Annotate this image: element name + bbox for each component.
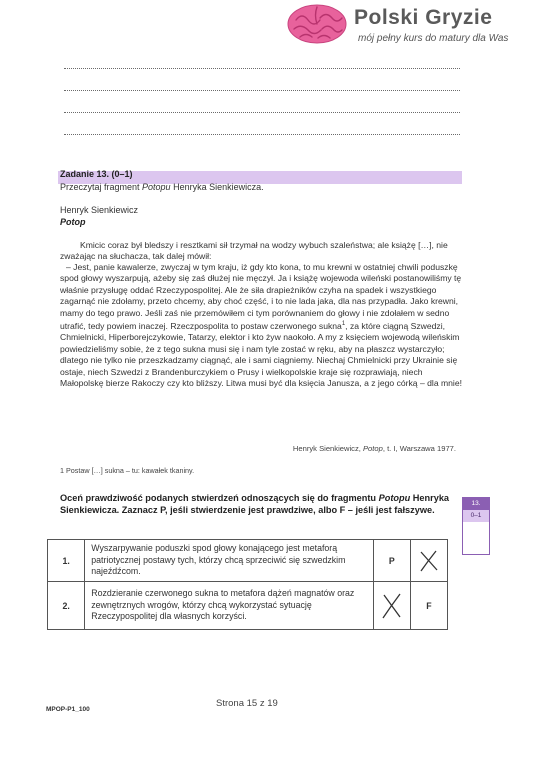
answer-line	[64, 134, 460, 135]
exam-code: MPOP-P1_100	[46, 706, 90, 713]
answer-line	[64, 112, 460, 113]
answer-line	[64, 68, 460, 69]
passage-paragraph: Kmicic coraz był bledszy i resztkami sił trzymał na wodzy wybuch szaleństwa; ale książę […], nie zważając na słuchacza, tak dalej mówił:	[60, 240, 448, 262]
task-title: Zadanie 13. (0–1)	[60, 169, 133, 179]
brand-title: Polski Gryzie	[354, 6, 493, 29]
cross-mark-icon	[419, 550, 439, 572]
question-prompt: Oceń prawdziwość podanych stwierdzeń odnoszących się do fragmentu Potopu Henryka Sienkiewicza. Zaznacz P, jeśli stwierdzenie jest prawdziwe, albo F – jeśli jest fałszywe.	[60, 493, 450, 515]
brain-icon	[286, 2, 348, 46]
statement-number: 2.	[48, 582, 85, 630]
true-false-table	[47, 539, 448, 630]
passage-paragraph: – Jest, panie kawalerze, zwyczaj w tym kraju, iż gdy kto kona, to mu krewni w ostatniej chwili poduszkę spod głowy wyszarpują, ażeby się zaś dłużej nie męczył. Ja i książę wojewoda wileński postanowiliśmy tę właśnie przysługę oddać Rzeczypospolitej. Ale że siła drapieżników czyha na spadek i wszystkiego zagarnąć nie zdołamy, przeto chcemy, aby choć część, i to nie lada jaka, dla nas przypadła. Jako krewni, mamy do tego prawo. Jeśli zaś nie przemówiłem ci tym porównaniem do głowy i nie zdołałem w sedno utrafić, tedy powiem inaczej. Rzeczpospolita to postaw czerwonego sukna$^1$, za które ciągną Szwedzi, Chmielnicki, Hiperborejczykowie, Tatarzy, elektor i kto żyw naokoło. A my z księciem wojewodą wileńskim powiedzieliśmy sobie, że z tego sukna musi się i nam tyle zostać w ręku, aby na płaszcz wystarczyło; dlatego nie tylko nie przeszkadzamy ciągnąć, ale i sami ciągniemy. Niechaj Chmielnicki przy Ukrainie się ostaje, niech Szwedzi z Brandenburczykiem o Prusy i wielkopolskie kraje się rozprawiają, niech Małopolskę bierze Rakoczy czy kto bliższy. Litwa musi być dla księcia Janusza, a z jego córką – dla mnie!	[60, 262, 463, 388]
table-row	[48, 582, 448, 630]
passage-source: Henryk Sienkiewicz, Potop, t. I, Warszawa 1977.	[292, 444, 456, 453]
score-field[interactable]	[463, 522, 489, 552]
statement-number: 1.	[48, 540, 85, 582]
option-f-cell[interactable]	[410, 582, 447, 630]
score-range: 0–1	[463, 510, 489, 522]
answer-line	[64, 90, 460, 91]
option-f-label: F	[426, 600, 432, 611]
statement-text: Rozdzieranie czerwonego sukna to metafora dążeń magnatów oraz zewnętrznych wrogów, którzy chcą wykorzystać sytuację Rzeczypospolitej dla własnych korzyści.	[85, 582, 373, 630]
page-number: Strona 15 z 19	[216, 698, 278, 709]
option-f-cell[interactable]	[410, 540, 447, 582]
table-row	[48, 540, 448, 582]
statement-text: Wyszarpywanie poduszki spod głowy konającego jest metaforą patriotycznej postawy tych, którzy chcą sprzeciwić się szwedzkim najeźdźcom.	[85, 540, 373, 582]
task-instruction: Przeczytaj fragment Potopu Henryka Sienkiewicza.	[60, 182, 264, 192]
score-box	[462, 497, 490, 555]
footnote: 1 Postaw […] sukna – tu: kawałek tkaniny.	[60, 466, 195, 475]
brand-subtitle: mój pełny kurs do matury dla Was	[358, 33, 509, 44]
passage-work-title: Potop	[60, 217, 86, 227]
cross-mark-icon	[381, 593, 403, 619]
option-p-cell[interactable]	[373, 540, 410, 582]
passage-author: Henryk Sienkiewicz	[60, 205, 139, 215]
option-p-label: P	[388, 555, 395, 566]
score-task-number: 13.	[463, 498, 489, 510]
option-p-cell[interactable]	[373, 582, 410, 630]
